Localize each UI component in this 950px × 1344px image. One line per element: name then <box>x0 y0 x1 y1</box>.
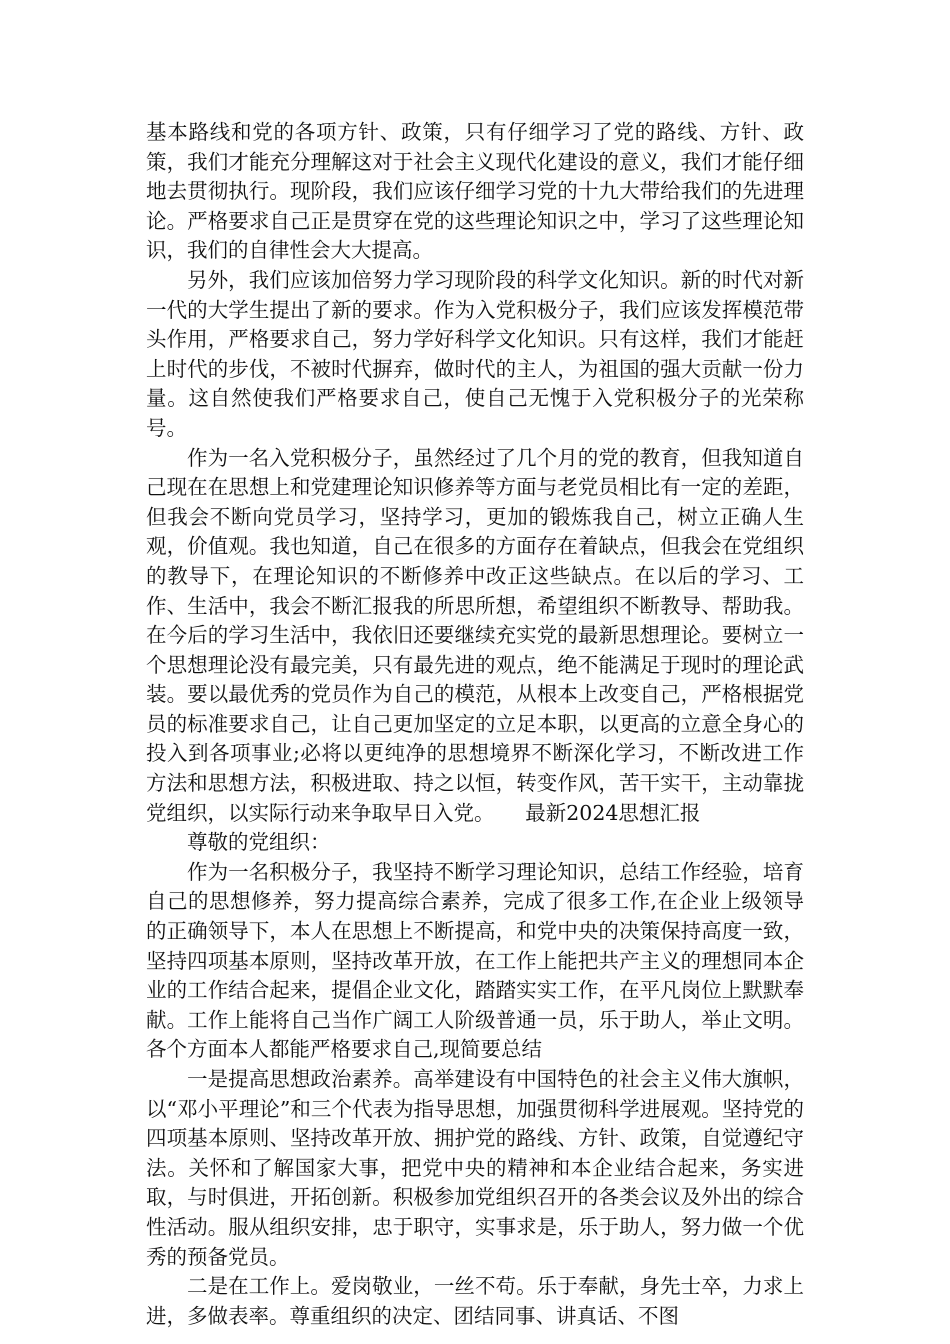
paragraph-4: 作为一名积极分子，我坚持不断学习理论知识，总结工作经验，培育自己的思想修养，努力提高综合素养，完成了很多工作,在企业上级领导的正确领导下，本人在思想上不断提高，和党中央的决策保持高度一致，坚持四项基本原则，坚持改革开放，在工作上能把共产主义的理想同本企业的工作结合起来，提倡企业文化，踏踏实实工作，在平凡岗位上默默奉献。工作上能将自己当作广阔工人阶级普通一员，乐于助人，举止文明。各个方面本人都能严格要求自己,现简要总结 <box>146 859 804 1062</box>
salutation: 尊敬的党组织： <box>187 830 331 855</box>
paragraph-3: 作为一名入党积极分子，虽然经过了几个月的党的教育，但我知道自己现在在思想上和党建理论知识修养等方面与老党员相比有一定的差距，但我会不断向党员学习，坚持学习，更加的锻炼我自己，树立正确人生观，价值观。我也知道，自己在很多的方面存在着缺点，但我会在党组织的教导下，在理论知识的不断修养中改正这些缺点。在以后的学习、工作、生活中，我会不断汇报我的所思所想，希望组织不断教导、帮助我。在今后的学习生活中，我依旧还要继续充实党的最新思想理论。要树立一个思想理论没有最完美，只有最先进的观点，绝不能满足于现时的理论武装。要以最优秀的党员作为自己的模范，从根本上改变自己，严格根据党员的标准要求自己，让自己更加坚定的立足本职，以更高的立意全身心的投入到各项事业;必将以更纯净的思想境界不断深化学习，不断改进工作方法和思想方法，积极进取、持之以恒，转变作风，苦干实干，主动靠拢党组织，以实际行动来争取早日入党。 最新2024思想汇报 <box>146 445 804 825</box>
paragraph-5: 一是提高思想政治素养。高举建设有中国特色的社会主义伟大旗帜，以“邓小平理论”和三个代表为指导思想，加强贯彻科学进展观。坚持党的四项基本原则、坚持改革开放、拥护党的路线、方针、政策，自觉遵纪守法。关怀和了解国家大事，把党中央的精神和本企业结合起来，务实进取，与时俱进，开拓创新。积极参加党组织召开的各类会议及外出的综合性活动。服从组织安排，忠于职守，实事求是，乐于助人，努力做一个优秀的预备党员。 <box>146 1067 804 1269</box>
paragraph-6: 二是在工作上。爱岗敬业，一丝不苟。乐于奉献，身先士卒，力求上进，多做表率。尊重组织的决定、团结同事、讲真话、不图 <box>146 1274 804 1328</box>
paragraph-2: 另外，我们应该加倍努力学习现阶段的科学文化知识。新的时代对新一代的大学生提出了新的要求。作为入党积极分子，我们应该发挥模范带头作用，严格要求自己，努力学好科学文化知识。只有这样，我们才能赶上时代的步伐，不被时代摒弃，做时代的主人，为祖国的强大贡献一份力量。这自然使我们严格要求自己，使自己无愧于入党积极分子的光荣称号。 <box>146 267 804 440</box>
document-body <box>146 118 804 1331</box>
paragraph-1: 基本路线和党的各项方针、政策，只有仔细学习了党的路线、方针、政策，我们才能充分理解这对于社会主义现代化建设的意义，我们才能仔细地去贯彻执行。现阶段，我们应该仔细学习党的十九大带给我们的先进理论。严格要求自己正是贯穿在党的这些理论知识之中，学习了这些理论知识，我们的自律性会大大提高。 <box>146 120 804 263</box>
